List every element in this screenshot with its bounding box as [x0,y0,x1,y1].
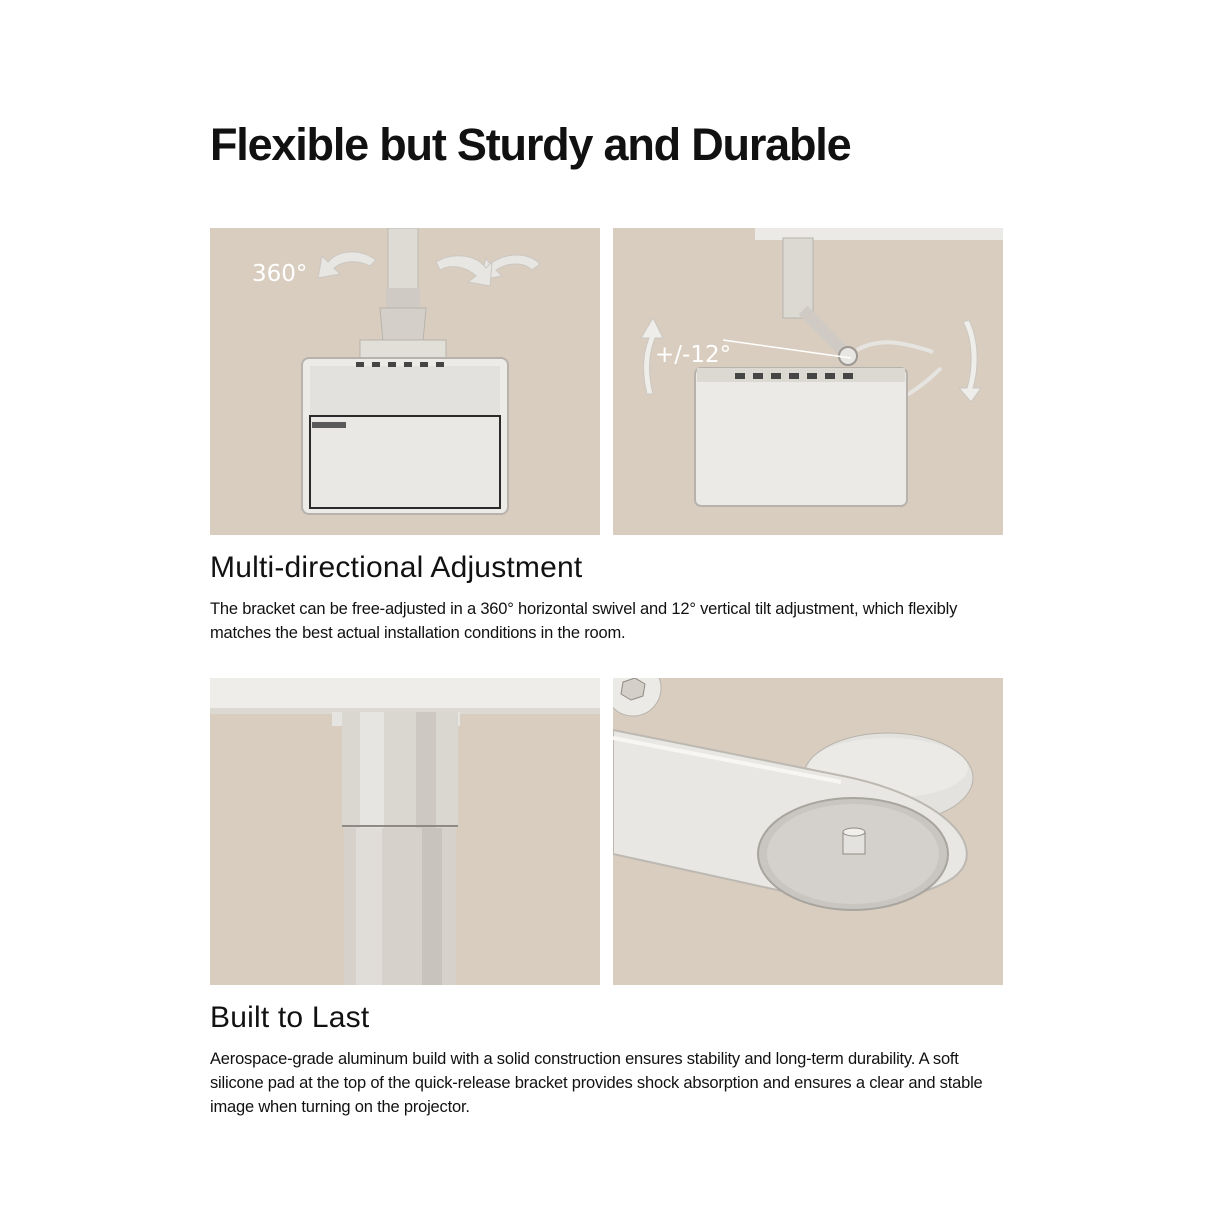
swivel-label: 360° [252,261,308,287]
plate-closeup-image [613,678,1003,985]
page-title: Flexible but Sturdy and Durable [210,119,851,170]
section-title-built-to-last: Built to Last [210,1001,370,1034]
section-body-adjustment: The bracket can be free-adjusted in a 360° horizontal swivel and 12° vertical tilt adjustment, which flexibly matches the best actual installation conditions in the room. [210,600,958,642]
plate-illustration [613,678,1003,985]
section-body-built-to-last: Aerospace-grade aluminum build with a solid construction ensures stability and long-term durability. A soft silicone pad at the top of the quick-release bracket provides shock absorption and ensures a clear and stable image when turning on the projector. [210,1050,983,1116]
tilt-label: +/-12° [655,342,732,368]
swivel-image [210,228,600,535]
pole-closeup-image [210,678,600,985]
section-title-adjustment: Multi-directional Adjustment [210,551,583,584]
tilt-image [613,228,1003,535]
tilt-illustration [613,228,1003,535]
pole-illustration [210,678,600,985]
swivel-illustration [210,228,600,535]
